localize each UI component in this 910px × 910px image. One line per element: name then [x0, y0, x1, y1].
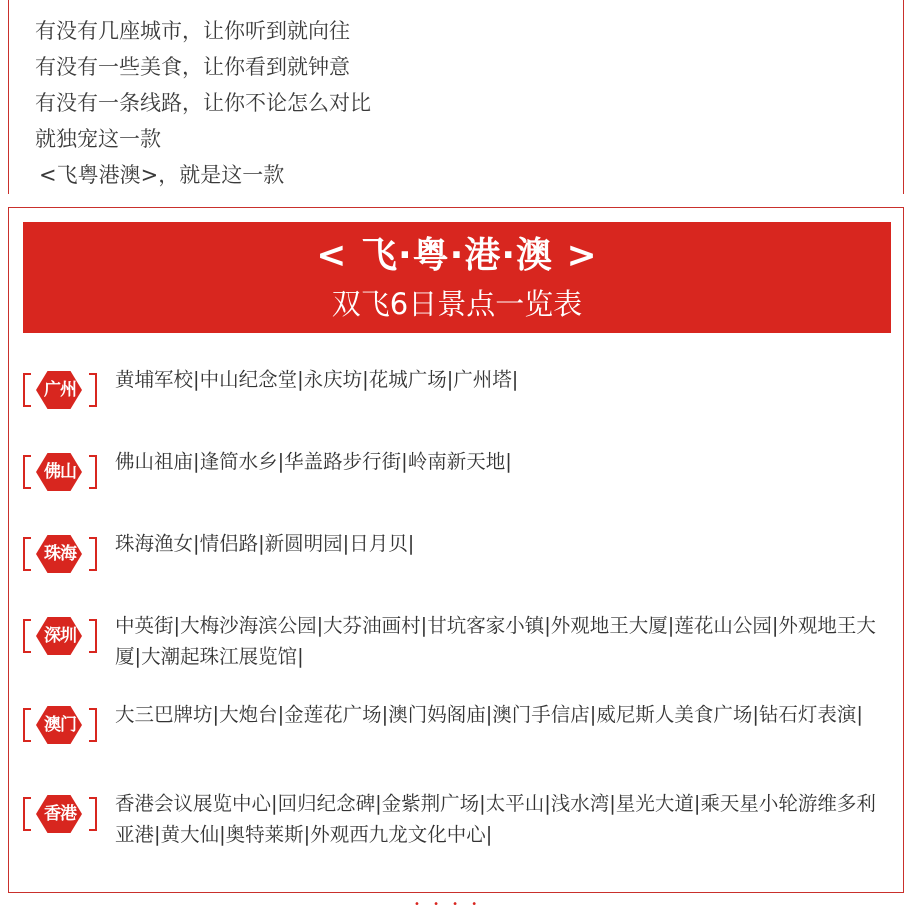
bracket-left-icon	[23, 619, 31, 653]
city-spots: 佛山祖庙|逢简水乡|华盖路步行街|岭南新天地|	[115, 450, 512, 473]
bracket-right-icon	[89, 619, 97, 653]
intro-section	[8, 0, 904, 194]
banner	[23, 222, 891, 333]
banner-title: < 飞·粤·港·澳 >	[316, 235, 598, 276]
bracket-right-icon	[89, 373, 97, 407]
bracket-right-icon	[89, 708, 97, 742]
bracket-left-icon	[23, 455, 31, 489]
intro-line: 就独宠这一款	[35, 127, 161, 151]
city-name: 深圳	[44, 626, 76, 646]
bracket-left-icon	[23, 708, 31, 742]
city-name: 广州	[44, 380, 76, 400]
city-name: 澳门	[44, 715, 76, 735]
city-name: 珠海	[44, 544, 76, 564]
intro-line: 有没有一条线路，让你不论怎么对比	[35, 91, 371, 115]
city-spots: 香港会议展览中心|回归纪念碑|金紫荆广场|太平山|浅水湾|星光大道|乘天星小轮游维多利亚港|黄大仙|奥特莱斯|外观西九龙文化中心|	[115, 792, 876, 846]
bracket-right-icon	[89, 797, 97, 831]
bracket-left-icon	[23, 373, 31, 407]
city-badge	[21, 706, 99, 746]
city-badge	[21, 453, 99, 493]
bracket-right-icon	[89, 537, 97, 571]
city-spots: 黄埔军校|中山纪念堂|永庆坊|花城广场|广州塔|	[115, 368, 519, 391]
city-name: 香港	[44, 804, 76, 824]
city-spots: 珠海渔女|情侣路|新圆明园|日月贝|	[115, 532, 415, 555]
intro-line: <飞粤港澳>，就是这一款	[39, 163, 285, 187]
city-badge	[21, 795, 99, 835]
city-badge	[21, 535, 99, 575]
bracket-left-icon	[23, 537, 31, 571]
city-badge	[21, 371, 99, 411]
footer-dots: • • • •	[414, 899, 483, 910]
banner-subtitle: 双飞6日景点一览表	[331, 287, 583, 321]
bracket-left-icon	[23, 797, 31, 831]
city-name: 佛山	[44, 462, 76, 482]
city-spots: 大三巴牌坊|大炮台|金莲花广场|澳门妈阁庙|澳门手信店|威尼斯人美食广场|钻石灯表演|	[115, 703, 863, 726]
itinerary-panel	[8, 207, 904, 893]
intro-line: 有没有一些美食，让你看到就钟意	[35, 55, 350, 79]
city-spots: 中英街|大梅沙海滨公园|大芬油画村|甘坑客家小镇|外观地王大厦|莲花山公园|外观地王大厦|大潮起珠江展览馆|	[115, 614, 876, 668]
city-badge	[21, 617, 99, 657]
bracket-right-icon	[89, 455, 97, 489]
intro-line: 有没有几座城市，让你听到就向往	[35, 19, 350, 43]
